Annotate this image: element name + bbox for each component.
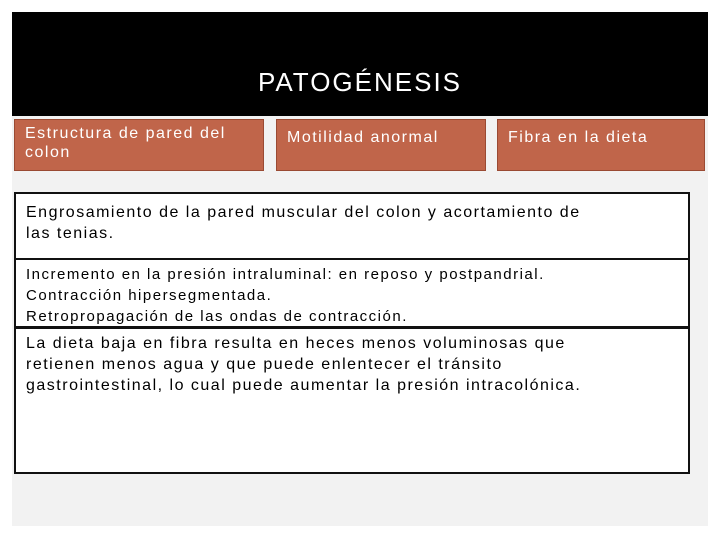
panel-line: las tenias.: [26, 225, 115, 242]
panel-line: Incremento en la presión intraluminal: en reposo y postpandrial.: [26, 266, 545, 283]
panel-line: Contracción hipersegmentada.: [26, 287, 273, 304]
panel-estructura: [14, 192, 690, 260]
panel-fibra: [14, 327, 690, 474]
panel-line: Retropropagación de las ondas de contracción.: [26, 308, 408, 325]
tab-fibra[interactable]: Fibra en la dieta: [497, 119, 705, 171]
title-bar: [12, 12, 708, 116]
panel-line: retienen menos agua y que puede enlentecer el tránsito: [26, 356, 503, 373]
tab-estructura[interactable]: Estructura de pared del colon: [14, 119, 264, 171]
panel-line: gastrointestinal, lo cual puede aumentar la presión intracolónica.: [26, 377, 582, 394]
tab-motilidad[interactable]: Motilidad anormal: [276, 119, 486, 171]
panel-motilidad: [14, 258, 690, 328]
panel-line: Engrosamiento de la pared muscular del colon y acortamiento de: [26, 204, 581, 221]
slide-title: PATOGÉNESIS: [257, 67, 463, 97]
panel-line: La dieta baja en fibra resulta en heces menos voluminosas que: [26, 335, 566, 352]
